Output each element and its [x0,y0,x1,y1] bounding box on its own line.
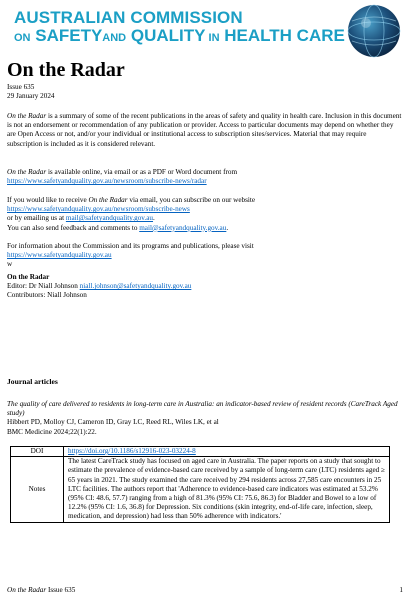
globe-emblem-icon [346,3,402,59]
page-footer [7,586,403,595]
more-info-paragraph [7,242,403,270]
table-row [11,447,390,457]
notes-label: Notes [11,457,64,522]
intro-text: is a summary of some of the recent publications in the areas of safety and quality in health care. Inclusion in this document is not an endorsement or recommendation of any publication or provider. Access to particular documents may depend on whether they are Open Access or not, and/or your individual or institutional access to subscription sites/services. Material that may require subscription is included as it is considered relevant. [7,112,402,148]
more-info-text: For information about the Commission and its programs and publications, please visit [7,242,254,250]
footer-issue: Issue 635 [46,586,76,594]
article-reference [7,400,403,437]
publication-name: On the Radar [88,196,128,204]
subscribe-email-link[interactable]: mail@safetyandquality.gov.au [65,214,154,223]
intro-paragraph [7,112,403,149]
page-title: On the Radar [7,59,125,81]
notes-text: The latest CareTrack study has focused on aged care in Australia. The paper reports on a study that sought to estimate the prevalence of evidence-based care received by a sample of long-term care (LTC) residents aged ≥ 65 years in 2021. The study examined the care received by 294 residents across 27,585 care encounters in 25 LTC facilities. The authors report that 'Adherence to evidence-based care indicators was estimated at 53.2% (95% CI: 48.6, 57.7) ranging from a high of 81.3% (95% CI: 75.6, 86.3) for Bladder and Bowel to a low of 12.2% (95% CI: 1.6, 36.8) for Depression. Six conditions (skin integrity, end-of-life care, infection, sleep, medication, and depression) had less than 50% adherence with indicators.' [64,457,390,522]
doi-link[interactable]: https://doi.org/10.1186/s12916-023-03224-8 [68,447,196,455]
publication-name: On the Radar [7,168,47,176]
article-title: The quality of care delivered to residents in long-term care in Australia: an indicator-based review of resident records (CareTrack Aged study) [7,400,398,418]
radar-link[interactable]: https://www.safetyandquality.gov.au/newsroom/subscribe-news/radar [7,177,207,186]
issue-info [7,83,403,101]
editor-email-link[interactable]: niall.johnson@safetyandquality.gov.au [79,282,192,291]
availability-text: is available online, via email or as a PDF or Word document from [46,168,238,176]
editor-block: On the Radar Editor: Dr Niall Johnson niall.johnson@safetyandquality.gov.au Contributors: Niall Johnson [7,273,403,301]
subscribe-paragraph: If you would like to receive On the Radar via email, you can subscribe on our website https://www.safetyandquality.gov.au/newsroom/subscribe-news or by emailing us at mail@safetyandquality.gov.au. You can also send feedback and comments to mail@safetyandquality.gov.au. [7,196,256,232]
article-details-table [10,446,390,523]
footer-publication-name: On the Radar [7,586,47,594]
publication-name: On the Radar [7,112,47,120]
logo-line-1: AUSTRALIAN COMMISSION [14,8,243,27]
section-heading-journal: Journal articles [7,377,58,386]
issue-date: 29 January 2024 [7,92,55,101]
editor-heading: On the Radar [7,273,50,281]
article-authors: Hibbert PD, Molloy CJ, Cameron ID, Gray LC, Reed RL, Wiles LK, et al [7,418,219,427]
subscribe-link[interactable]: https://www.safetyandquality.gov.au/newsroom/subscribe-news [7,205,190,214]
logo-line-2: ON SAFETYAND QUALITY IN HEALTH CARE [14,26,345,45]
stray-char: w [7,260,13,269]
commission-website-link[interactable]: https://www.safetyandquality.gov.au [7,251,112,260]
article-citation: BMC Medicine 2024;22(1):22. [7,427,97,436]
table-row [11,457,390,522]
availability-paragraph [7,168,403,186]
doi-cell [64,447,390,457]
contributors: Contributors: Niall Johnson [7,291,87,300]
issue-number: Issue 635 [7,83,35,91]
page-number: 1 [399,586,403,594]
commission-logo [14,8,345,48]
doi-label: DOI [11,447,64,457]
feedback-email-link[interactable]: mail@safetyandquality.gov.au [139,223,227,232]
